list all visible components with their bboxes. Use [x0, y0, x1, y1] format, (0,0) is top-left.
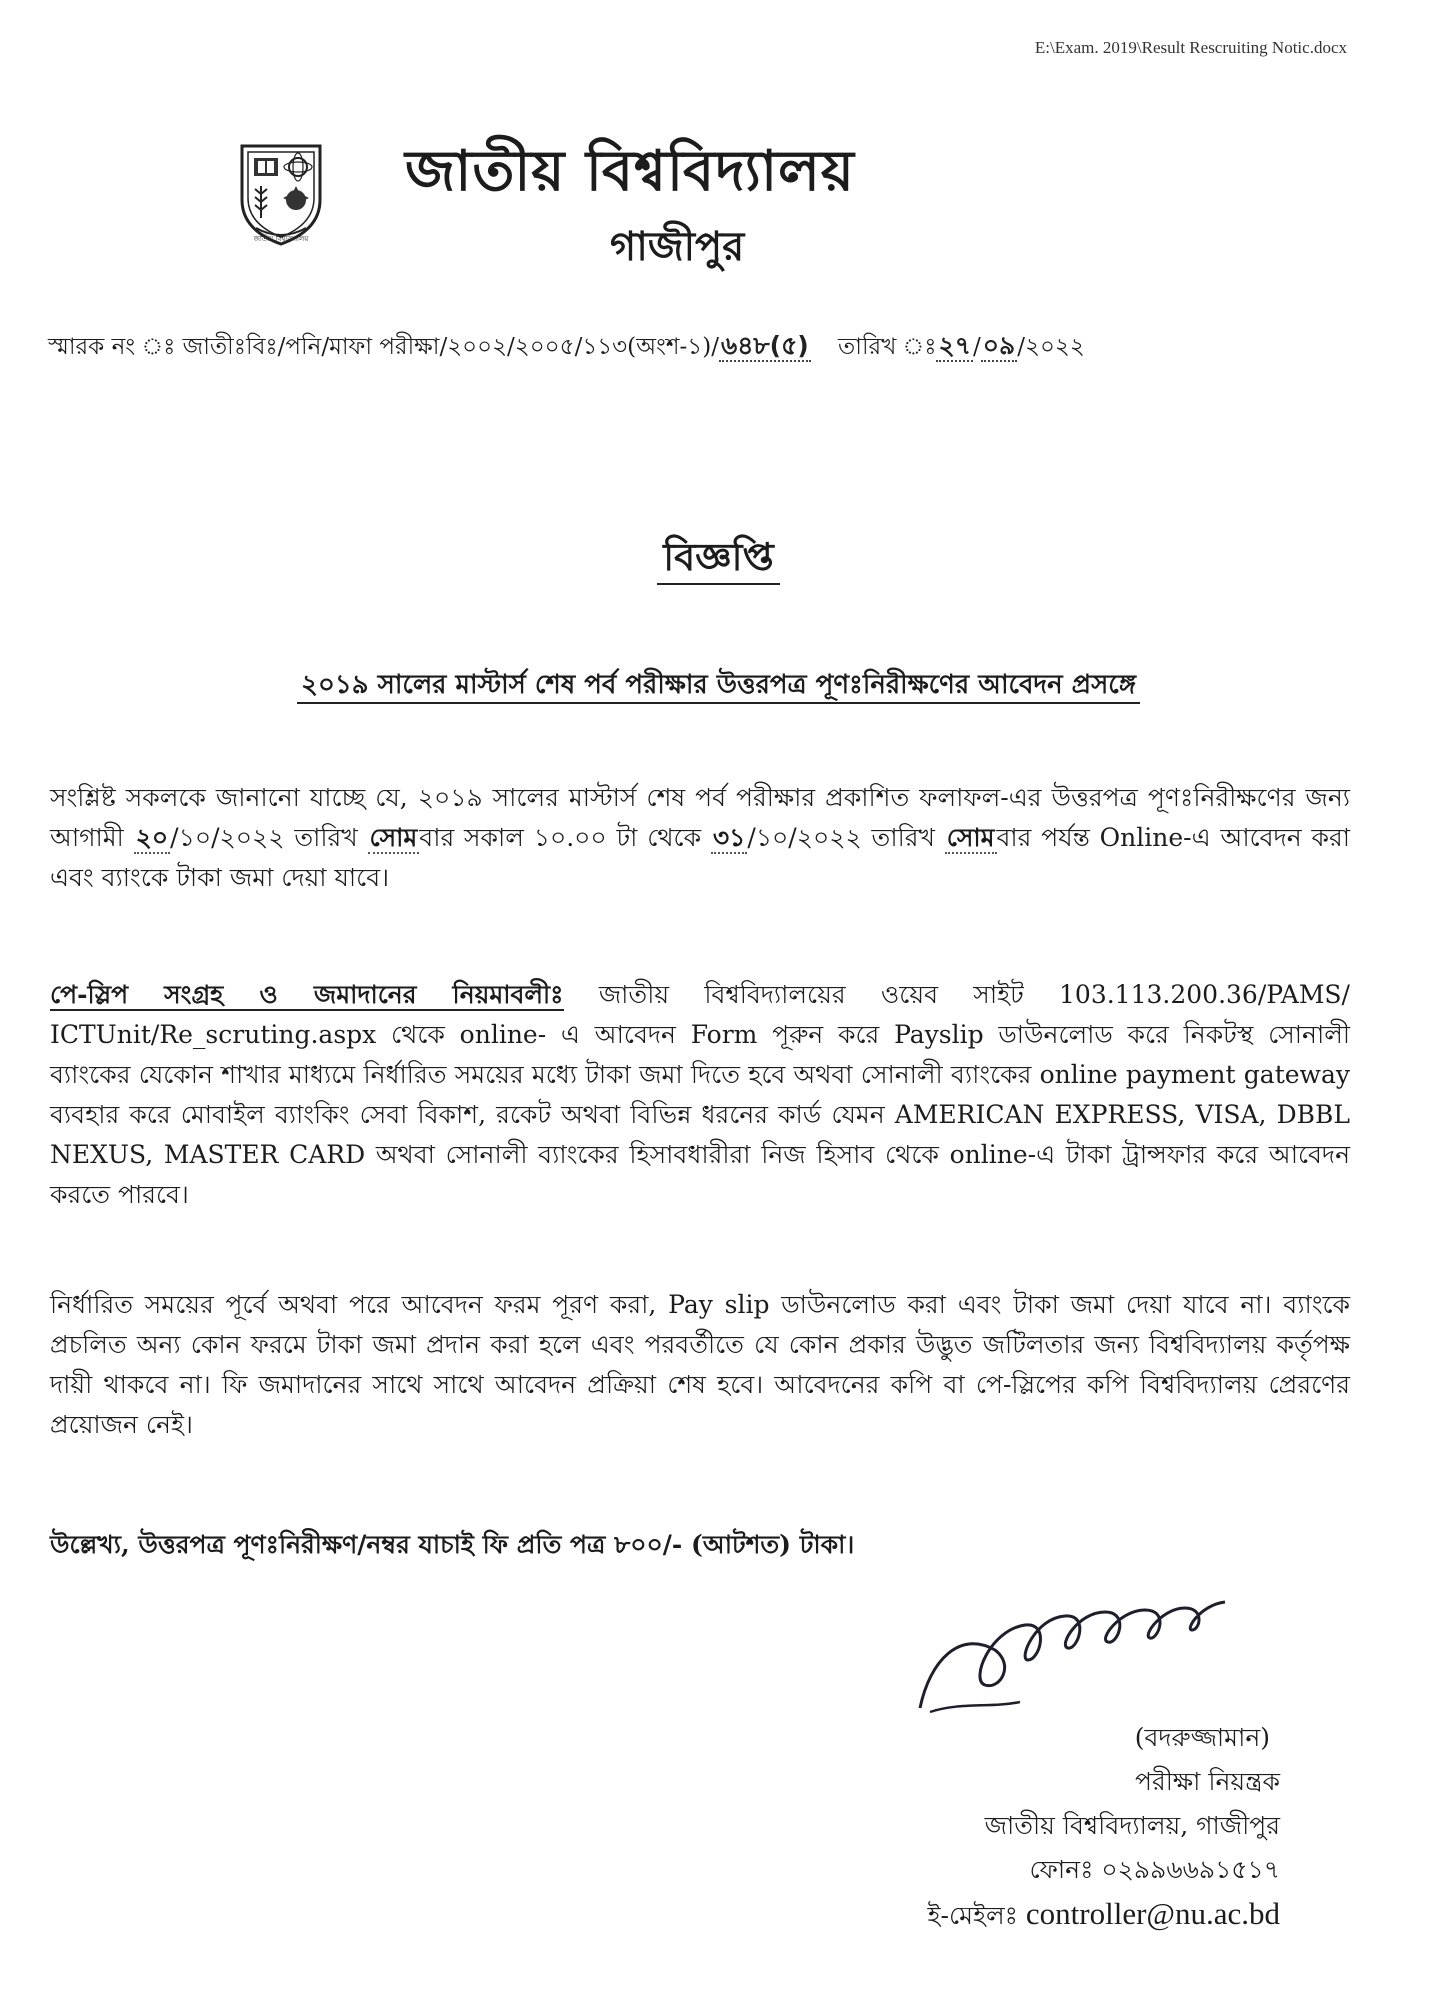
paragraph-application-period: [50, 778, 1350, 898]
memo-handwritten-number: ৬৪৮(৫): [720, 331, 809, 360]
memo-prefix: স্মারক নং ঃ জাতীঃবিঃ/পনি/মাফা পরীক্ষা/২০০২/২০০৫/১১৩(অংশ-১)/: [48, 334, 719, 360]
p1-end-weekday: সোম: [946, 823, 995, 852]
memo-date-day: ২৭: [938, 331, 971, 360]
p1-text-4: /১০/২০২২ তারিখ: [747, 823, 945, 852]
paragraph-fee-note: উল্লেখ্য, উত্তরপত্র পূণঃনিরীক্ষণ/নম্বর যাচাই ফি প্রতি পত্র ৮০০/- (আটশত) টাকা।: [50, 1530, 855, 1559]
p1-start-day: ২০: [135, 823, 169, 852]
notice-subject-text: ২০১৯ সালের মাস্টার্স শেষ পর্ব পরীক্ষার উত্তরপত্র পূণঃনিরীক্ষণের আবেদন প্রসঙ্গে: [297, 670, 1140, 704]
p1-text-5: বার পর্যন্ত Online-এ আবেদন করা এবং ব্যাংকে টাকা জমা দেয়া যাবে।: [50, 823, 1350, 892]
university-seal-icon: [236, 138, 326, 248]
signature-block: [860, 1716, 1280, 1938]
p1-end-day: ৩১: [712, 823, 746, 852]
memo-line: স্মারক নং ঃ জাতীঃবিঃ/পনি/মাফা পরীক্ষা/২০০২/২০০৫/১১৩(অংশ-১)/৬৪৮(৫) তারিখ ঃ২৭/০৯/২০২২: [48, 331, 1085, 360]
signatory-email-line: [860, 1892, 1280, 1938]
p1-text-2: /১০/২০২২ তারিখ: [170, 823, 368, 852]
notice-title-text: বিজ্ঞপ্তি: [657, 534, 780, 585]
seal-text: জাতীয় বিশ্ববিদ্যালয়: [253, 235, 309, 243]
memo-date-year: ২০২২: [1024, 334, 1085, 360]
file-path: E:\Exam. 2019\Result Rescruiting Notic.docx: [1034, 38, 1347, 57]
email-label: ই-মেইলঃ: [927, 1901, 1026, 1930]
university-city: গাজীপুর: [610, 223, 745, 270]
payslip-rules-heading: পে-স্লিপ সংগ্রহ ও জমাদানের নিয়মাবলীঃ: [50, 980, 564, 1009]
handwritten-signature-icon: [900, 1590, 1240, 1720]
p1-start-weekday: সোম: [369, 823, 418, 852]
paragraph-conditions: নির্ধারিত সময়ের পূর্বে অথবা পরে আবেদন ফরম পূরণ করা, Pay slip ডাউনলোড করা এবং টাকা জমা দেয়া যাবে না। ব্যাংকে প্রচলিত অন্য কোন ফরমে টাকা জমা প্রদান করা হলে এবং পরবর্তীতে যে কোন প্রকার উদ্ভুত জটিলতার জন্য বিশ্ববিদ্যালয় কর্তৃপক্ষ দায়ী থাকবে না। ফি জমাদানের সাথে সাথে আবেদন প্রক্রিয়া শেষ হবে। আবেদনের কপি বা পে-স্লিপের কপি বিশ্ববিদ্যালয় প্রেরণের প্রয়োজন নেই।: [50, 1290, 1350, 1439]
memo-date-month: ০৯: [982, 331, 1016, 360]
notice-subject: [0, 664, 1437, 708]
p1-text-3: বার সকাল ১০.০০ টা থেকে: [419, 823, 711, 852]
signatory-phone: ফোনঃ ০২৯৯৬৬৯১৫১৭: [1029, 1855, 1280, 1884]
signatory-office: জাতীয় বিশ্ববিদ্যালয়, গাজীপুর: [984, 1811, 1280, 1840]
notice-title: [0, 528, 1437, 592]
paragraph-payslip-rules: [50, 975, 1350, 1215]
university-name: জাতীয় বিশ্ববিদ্যালয়: [405, 138, 855, 204]
email-link[interactable]: controller@nu.ac.bd: [1025, 1896, 1280, 1931]
signatory-designation: পরীক্ষা নিয়ন্ত্রক: [1135, 1767, 1280, 1796]
signatory-name: (বদরুজ্জামান): [1134, 1723, 1270, 1752]
memo-date-label: তারিখ ঃ: [838, 334, 937, 360]
payslip-rules-body: জাতীয় বিশ্ববিদ্যালয়ের ওয়েব সাইট 103.113.200.36/PAMS/ ICTUnit/Re_scruting.aspx থেকে online- এ আবেদন Form পূরুন করে Payslip ডাউনলোড করে নিকটস্থ সোনালী ব্যাংকের যেকোন শাখার মাধ্যমে নির্ধারিত সময়ের মধ্যে টাকা জমা দিতে হবে অথবা সোনালী ব্যাংকের online payment gateway ব্যবহার করে মোবাইল ব্যাংকিং সেবা বিকাশ, রকেট অথবা বিভিন্ন ধরনের কার্ড যেমন AMERICAN EXPRESS, VISA, DBBL NEXUS, MASTER CARD অথবা সোনালী ব্যাংকের হিসাবধারীরা নিজ হিসাব থেকে online-এ টাকা ট্রান্সফার করে আবেদন করতে পারবে।: [50, 980, 1350, 1209]
p1-text-1: সংশ্লিষ্ট সকলকে জানানো যাচ্ছে যে, ২০১৯ সালের মাস্টার্স শেষ পর্ব পরীক্ষার প্রকাশিত ফলাফল-এর উত্তরপত্র পূণঃনিরীক্ষণের জন্য আগামী: [50, 783, 1350, 852]
